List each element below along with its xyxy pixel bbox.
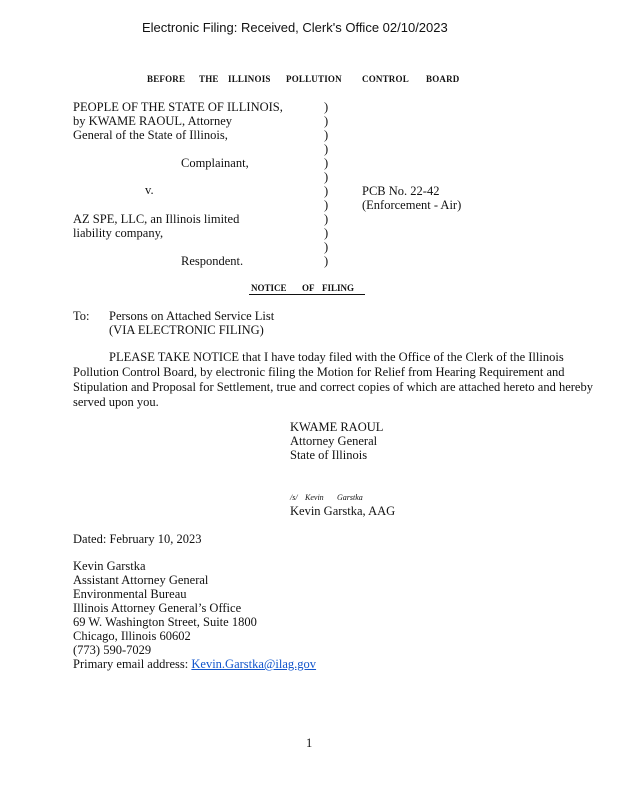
complainant-label: Complainant, [181,156,249,170]
contact-office: Illinois Attorney General’s Office [73,601,242,615]
board-title-word: BOARD [426,74,460,84]
notice-title-word: NOTICE [251,283,287,293]
contact-phone: (773) 590-7029 [73,643,152,657]
email-label: Primary email address: [73,657,189,671]
caption-paren: ) [324,170,329,184]
caption-paren: ) [324,254,329,268]
contact-city: Chicago, Illinois 60602 [73,629,191,643]
caption-paren: ) [324,212,329,226]
board-title-word: THE [199,74,219,84]
electronic-signature-mark: /s/ [290,493,298,502]
caption-paren: ) [324,226,329,240]
to-delivery-method: (VIA ELECTRONIC FILING) [109,323,264,337]
email-link[interactable]: Kevin.Garstka@ilag.gov [191,657,317,671]
notice-paragraph [73,350,603,410]
caption-paren: ) [324,142,329,156]
board-title-word: ILLINOIS [228,74,271,84]
caption-paren: ) [324,156,329,170]
contact-street: 69 W. Washington Street, Suite 1800 [73,615,257,629]
contact-name: Kevin Garstka [73,559,146,573]
signature-title: Attorney General [290,434,378,448]
board-title-word: POLLUTION [286,74,342,84]
respondent-line: AZ SPE, LLC, an Illinois limited [73,212,240,226]
case-type: (Enforcement - Air) [362,198,462,212]
page-number: 1 [306,736,313,750]
date-line: Dated: February 10, 2023 [73,532,202,546]
filing-stamp: Electronic Filing: Received, Clerk's Office 02/10/2023 [142,20,448,35]
signature-state: State of Illinois [290,448,368,462]
plaintiff-line: PEOPLE OF THE STATE OF ILLINOIS, [73,100,283,114]
board-title-word: BEFORE [147,74,186,84]
respondent-label: Respondent. [181,254,244,268]
notice-title-underline [249,294,365,295]
board-title-word: CONTROL [362,74,409,84]
case-number: PCB No. 22-42 [362,184,440,198]
to-label: To: [73,309,90,323]
caption-paren: ) [324,114,329,128]
caption-paren: ) [324,100,329,114]
plaintiff-line: by KWAME RAOUL, Attorney [73,114,233,128]
notice-paragraph-text: PLEASE TAKE NOTICE that I have today filed with the Office of the Clerk of the Illinois Pollution Control Board, by electronic filing the Motion for Relief from Hearing Requirement and Stipulation and Proposal for Settlement, true and correct copies of which are attached hereto and hereby served upon you. [73,350,593,409]
caption-paren: ) [324,240,329,254]
versus-label: v. [145,183,154,197]
notice-title-word: OF [302,283,315,293]
caption-paren: ) [324,184,329,198]
notice-title-word: FILING [322,283,355,293]
signature-name: KWAME RAOUL [290,420,384,434]
to-recipients: Persons on Attached Service List [109,309,275,323]
electronic-signature-first: Kevin [305,493,324,502]
contact-title: Assistant Attorney General [73,573,209,587]
plaintiff-line: General of the State of Illinois, [73,128,228,142]
electronic-signature-last: Garstka [337,493,363,502]
contact-email-row [73,657,316,671]
caption-paren: ) [324,128,329,142]
caption-paren: ) [324,198,329,212]
signer-name: Kevin Garstka, AAG [290,504,396,518]
respondent-line: liability company, [73,226,164,240]
contact-bureau: Environmental Bureau [73,587,187,601]
